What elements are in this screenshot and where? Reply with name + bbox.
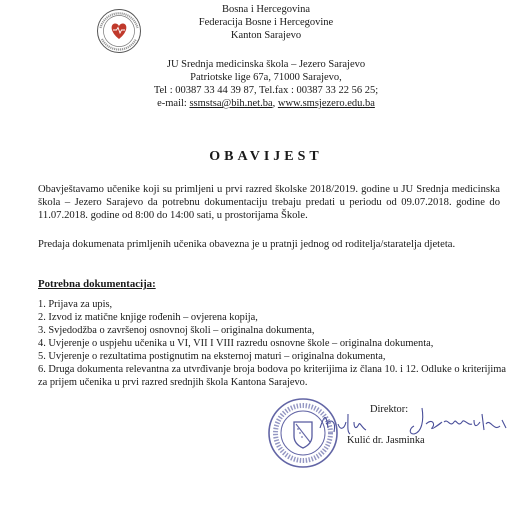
email-link[interactable]: ssmstsa@bih.net.ba bbox=[189, 98, 273, 109]
requirements-list bbox=[38, 298, 508, 389]
federation-line: Federacija Bosne i Hercegovine bbox=[198, 17, 334, 28]
notice-title: OBAVIJEST bbox=[209, 149, 323, 164]
school-contact-line bbox=[0, 97, 532, 110]
canton-line: Kanton Sarajevo bbox=[230, 30, 302, 41]
list-item: 1. Prijava za upis, bbox=[38, 299, 113, 310]
school-name: JU Srednja medicinska škola – Jezero Sarajevo bbox=[166, 59, 366, 70]
notice-paragraph-intro: Obavještavamo učenike koji su primljeni u prvi razred školske 2018/2019. godine u JU Srednja medicinska škola – Jezero Sarajevo da potrebnu dokumentaciju trebaju predati u periodu od 09.07.2018. godine do 11.07.2018. godine od 8:00 do 14:00 sati, u prostorijama Škole. bbox=[38, 184, 500, 221]
letterhead-authority bbox=[0, 3, 532, 42]
email-label: e-mail: bbox=[157, 98, 190, 109]
requirements-heading: Potrebna dokumentacija: bbox=[38, 278, 156, 290]
list-item: 6. Druga dokumenta relevantna za utvrđivanje broja bodova po kriterijima iz člana 10. i 12. Odluke o kriterijima za prijem učenika u prvi razred srednjih škola Kantona Sarajevo. bbox=[38, 364, 507, 388]
website-link[interactable]: www.smsjezero.edu.ba bbox=[277, 98, 375, 109]
list-item: 3. Svjedodžba o završenoj osnovnoj školi – originalna dokumenta, bbox=[38, 325, 315, 336]
school-phone-fax: Tel : 00387 33 44 39 87, Tel.fax : 00387 33 22 56 25; bbox=[153, 85, 379, 96]
list-item: 4. Uvjerenje o uspjehu učenika u VI, VII I VIII razredu osnovne škole – originalna dokumenta, bbox=[38, 338, 434, 349]
country-line: Bosna i Hercegovina bbox=[221, 4, 311, 15]
signature-role: Direktor: bbox=[370, 404, 409, 415]
letterhead-school bbox=[0, 58, 532, 110]
notice-paragraph-escort: Predaja dokumenata primljenih učenika obavezna je u pratnji jednog od roditelja/staratelja djeteta. bbox=[38, 239, 456, 250]
list-item: 5. Uvjerenje o rezultatima postignutim na eksternoj maturi – originalna dokumenta, bbox=[38, 351, 386, 362]
list-item: 2. Izvod iz matične knjige rođenih – ovjerena kopija, bbox=[38, 312, 258, 323]
signature-name: Kulić dr. Jasminka bbox=[347, 435, 425, 446]
school-address: Patriotske lige 67a, 71000 Sarajevo, bbox=[190, 72, 342, 83]
contact-separator: , bbox=[272, 98, 278, 109]
